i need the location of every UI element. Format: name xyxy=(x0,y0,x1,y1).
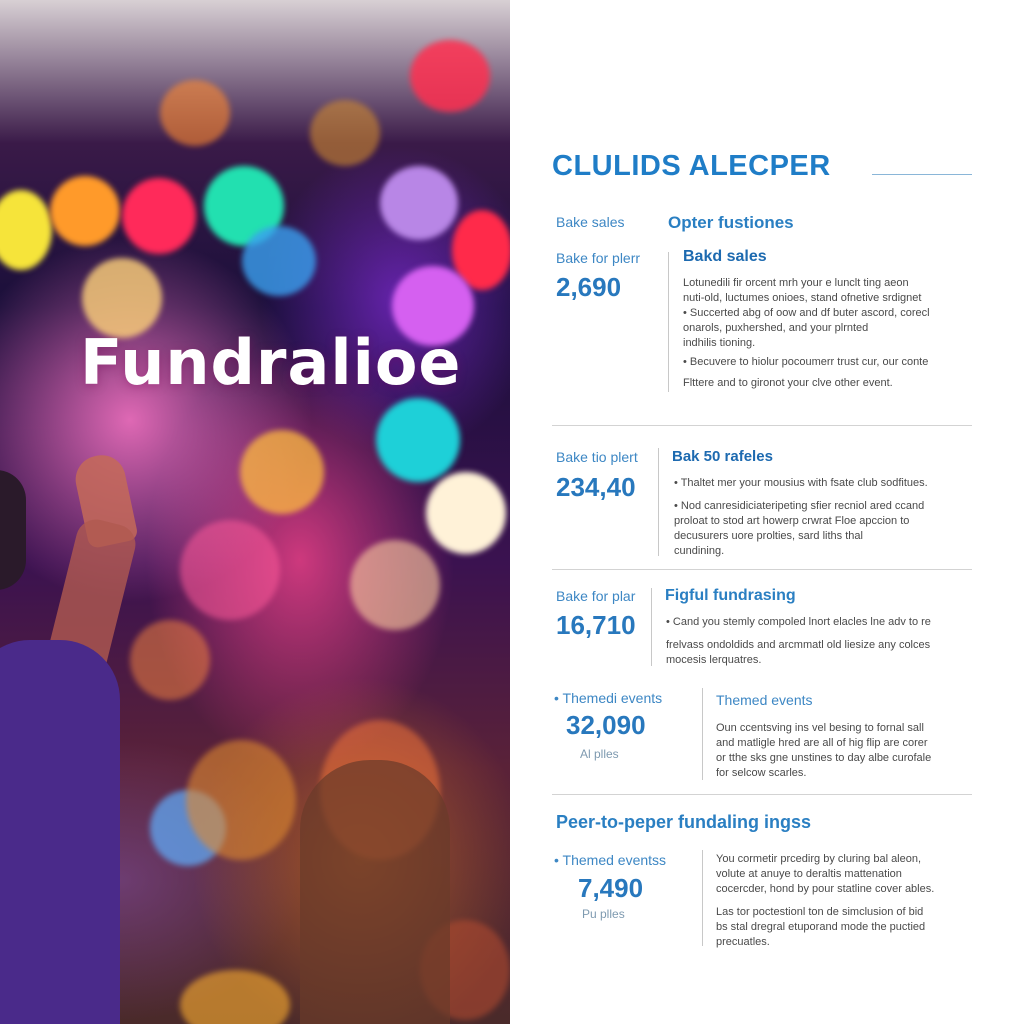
column-heading: Opter fustiones xyxy=(668,213,794,232)
stat-label: Bake tio plert xyxy=(556,449,638,465)
bokeh-light xyxy=(310,100,380,166)
bokeh-light xyxy=(350,540,440,630)
stat-sublabel: Al plles xyxy=(580,747,619,761)
stat-label: • Themed eventss xyxy=(554,852,667,868)
divider xyxy=(552,794,972,795)
column-label: Bake sales xyxy=(556,214,625,230)
section-body: Lotunedili fir orcent mrh your e lunclt ting aeon nuti-old, luctumes onioes, stand ofnetive srdignet • Succerted abg of oow and df buter ascord, corecl onarols, puxhershed, and your plrnted indhilis tioning. • Becuvere to hiolur pocoumerr trust cur, our conte Flttere and to gironot your clve other event. xyxy=(683,277,930,389)
info-panel xyxy=(510,0,1024,1024)
bokeh-light xyxy=(130,620,210,700)
person-head xyxy=(0,470,26,590)
title-rule xyxy=(872,174,972,175)
bokeh-light xyxy=(242,226,316,296)
section-heading: Bak 50 rafeles xyxy=(672,448,773,465)
section-heading: Figful fundrasing xyxy=(665,587,796,604)
stat-value: 32,090 xyxy=(566,710,646,740)
bokeh-light xyxy=(180,970,290,1024)
bokeh-light xyxy=(376,398,460,482)
divider xyxy=(552,569,972,570)
stat-value: 234,40 xyxy=(556,472,636,502)
stat-label: Bake for plerr xyxy=(556,250,641,266)
stat-label: Bake for plar xyxy=(556,588,636,604)
section-body: • Thaltet mer your mousius with fsate club sodfitues. • Nod canresidiciateripeting sfier recniol ared ccand proloat to stod art howerp crwrat Floe apccion to decusurers uore prolties, sard liths thal cundining. xyxy=(674,477,928,557)
bokeh-light xyxy=(122,178,196,254)
column-divider xyxy=(658,448,659,556)
bokeh-light xyxy=(0,190,52,270)
stat-label: • Themedi events xyxy=(554,690,663,706)
bokeh-light xyxy=(160,80,230,146)
column-divider xyxy=(702,688,703,780)
bokeh-light xyxy=(426,472,506,554)
bokeh-light xyxy=(186,740,296,860)
column-divider xyxy=(668,252,669,392)
stat-sublabel: Pu plles xyxy=(582,907,625,921)
section-heading: Bakd sales xyxy=(683,248,767,265)
column-divider xyxy=(702,850,703,946)
hero-image xyxy=(0,0,510,1024)
hero-title: Fundralioe xyxy=(80,326,462,399)
bokeh-light xyxy=(380,166,458,240)
section-body: • Cand you stemly compoled lnort elacles lne adv to re frelvass ondoldids and arcmmatl old liesize any colces mocesis lerquatres. xyxy=(666,616,931,666)
bokeh-light xyxy=(410,40,490,112)
stat-value: 7,490 xyxy=(578,873,644,903)
stat-value: 2,690 xyxy=(556,272,622,302)
crowd-figure xyxy=(300,760,450,1024)
bokeh-light xyxy=(50,176,120,246)
section-body: You cormetir prcedirg by cluring bal aleon, volute at anuye to deraltis mattenation cocercder, hond by pour statline cover ables. Las tor poctestionl ton de simclusion of bid bs stal dregral etuporand mode the puctied precuatles. xyxy=(716,853,935,948)
person-shoulder xyxy=(0,640,120,1024)
divider xyxy=(552,425,972,426)
bokeh-light xyxy=(180,520,280,620)
section-body: Oun ccentsving ins vel besing to fornal sall and matligle hred are all of hig flip are corer or tthe sks gne unstines to day albe curofale for selcow scarles. xyxy=(716,722,932,779)
column-divider xyxy=(651,588,652,666)
stat-value: 16,710 xyxy=(556,610,636,640)
bottom-heading: Peer-to-peper fundaling ingss xyxy=(556,812,812,832)
bokeh-light xyxy=(240,430,324,514)
panel-title: CLULIDS ALECPER xyxy=(552,150,831,182)
section-heading: Themed events xyxy=(716,692,813,708)
